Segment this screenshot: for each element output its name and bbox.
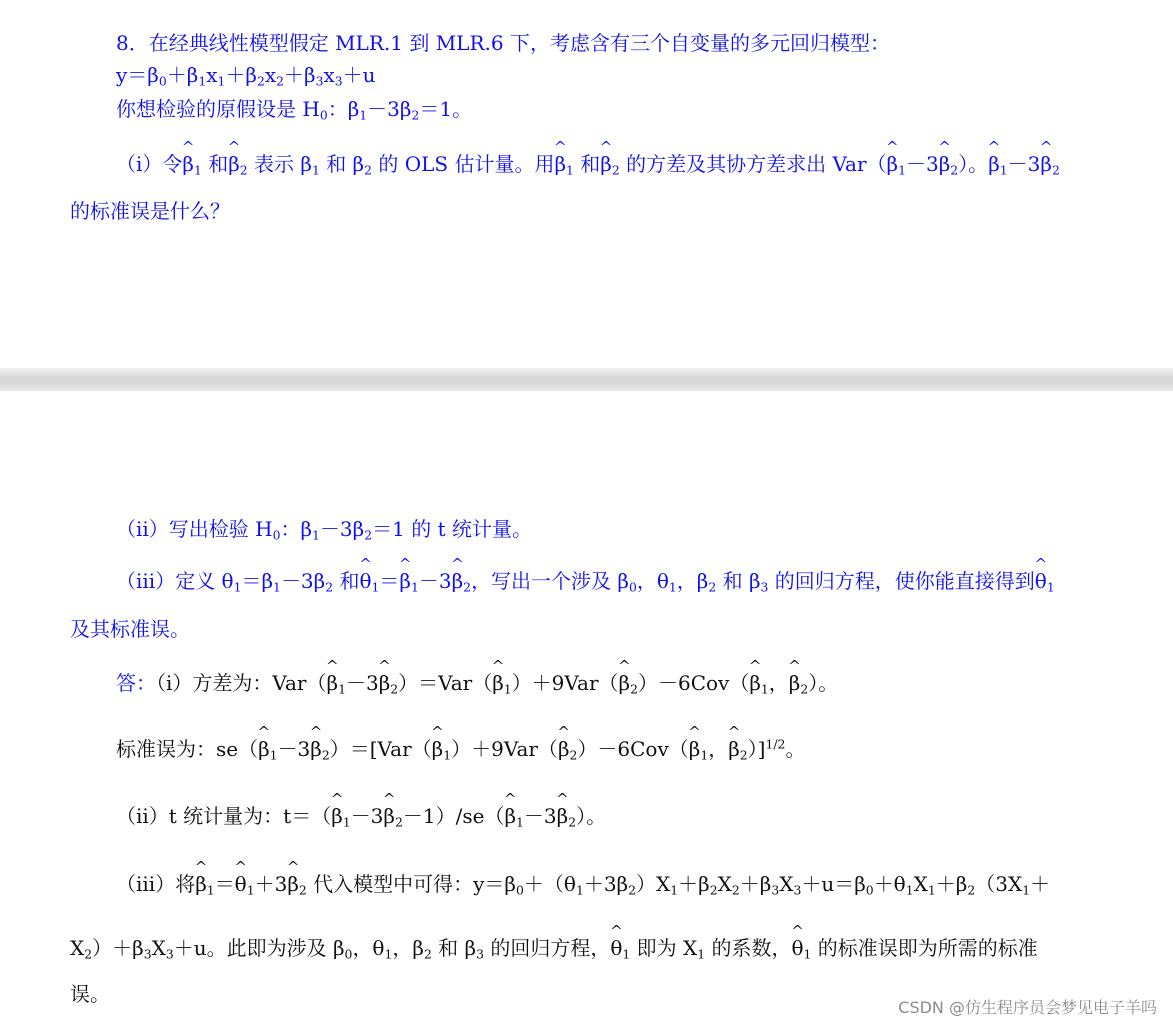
answer-label: 答： bbox=[116, 671, 156, 695]
answer-ii: （ii）t 统计量为：t＝（^ $\beta_1-3\^{}$ $\beta_2-1)/se(\^{}$ $\beta_1-3\^{}$ $\beta_2$）。 bbox=[116, 804, 606, 828]
question-part-ii: （ii）写出检验 $H_0$：$\beta_1-3\beta_2=1$ 的 t 统计量。 bbox=[116, 517, 532, 543]
answer-iii-line2: $X_2)+\beta_3X_3+u$。此即为涉及 $\beta_0$，$\theta_1$，$\beta_2$ 和 $\beta_3$ 的回归方程，^ $\theta_1$ 即为 $X_1$ 的系数，^ $\theta_1$ 的标准误即为所需的标准 bbox=[70, 936, 1038, 960]
question-intro: 8．在经典线性模型假定 MLR.1 到 MLR.6 下，考虑含有三个自变量的多元回归模型： bbox=[116, 31, 890, 55]
answer-i-variance-line bbox=[116, 671, 838, 695]
document-page-2 bbox=[0, 391, 1173, 1024]
question-part-iii-line1: （iii）定义 $\theta_1=\beta_1-3\beta_2$ 和^ $\theta_1=\^{}$ $\beta_1-3\^{}$ $\beta_2$，写出一个涉及 $\beta_0$，$\theta_1$，$\beta_2$ 和 $\beta_3$ 的回归方程，使你能直接得到^ $\theta_1$ bbox=[116, 569, 1055, 593]
question-model: $y=\beta_0+\beta_1x_1+\beta_2x_2+\beta_3x_3+u$ bbox=[116, 63, 376, 89]
answer-i-se: 标准误为：se（^ $\beta_1-3\^{}$ $\beta_2)=[Var(\^{}$ $\beta_1)+9Var(\^{}$ $\beta_2)-6Cov(\^{}$ $\beta_1$，^ $\beta_2)]^{1/2}$。 bbox=[116, 737, 805, 761]
question-part-iii-line2: 及其标准误。 bbox=[70, 617, 190, 641]
answer-i-variance: （i）方差为：Var（^ $\beta_1-3\^{}$ $\beta_2)=Var(\^{}$ $\beta_1)+9Var(\^{}$ $\beta_2)-6Cov(\^{}$ $\beta_1$，^ $\beta_2$）。 bbox=[156, 671, 838, 695]
question-part-i-line2: 的标准误是什么？ bbox=[70, 199, 230, 223]
watermark-text: CSDN @仿生程序员会梦见电子羊吗 bbox=[898, 998, 1157, 1017]
question-part-i-line1: （i）令^ $\beta_1$ 和^ $\beta_2$ 表示 $\beta_1$ 和 $\beta_2$ 的 OLS 估计量。用^ $\beta_1$ 和^ $\beta_2$ 的方差及其协方差求出 Var（^ $\beta_1-3\^{}$ $\beta_2$）。^ $\beta_1-3\^{}$ $\beta_2$ bbox=[116, 152, 1060, 176]
page-divider bbox=[0, 368, 1173, 391]
question-hypothesis: 你想检验的原假设是 $H_0$：$\beta_1-3\beta_2=1$。 bbox=[116, 97, 473, 123]
answer-iii-line3: 误。 bbox=[70, 982, 110, 1006]
document-page-1 bbox=[0, 0, 1173, 368]
answer-iii-line1: （iii）将^ $\beta_1=\^{}$ $\theta_1+3\^{}$ $\beta_2$ 代入模型中可得：$y=\beta_0+(\theta_1+3\beta_2)X_1+\beta_2X_2+\beta_3X_3+u=\beta_0+\theta_1X_1+\beta_2(3X_1+$ bbox=[116, 872, 1050, 896]
